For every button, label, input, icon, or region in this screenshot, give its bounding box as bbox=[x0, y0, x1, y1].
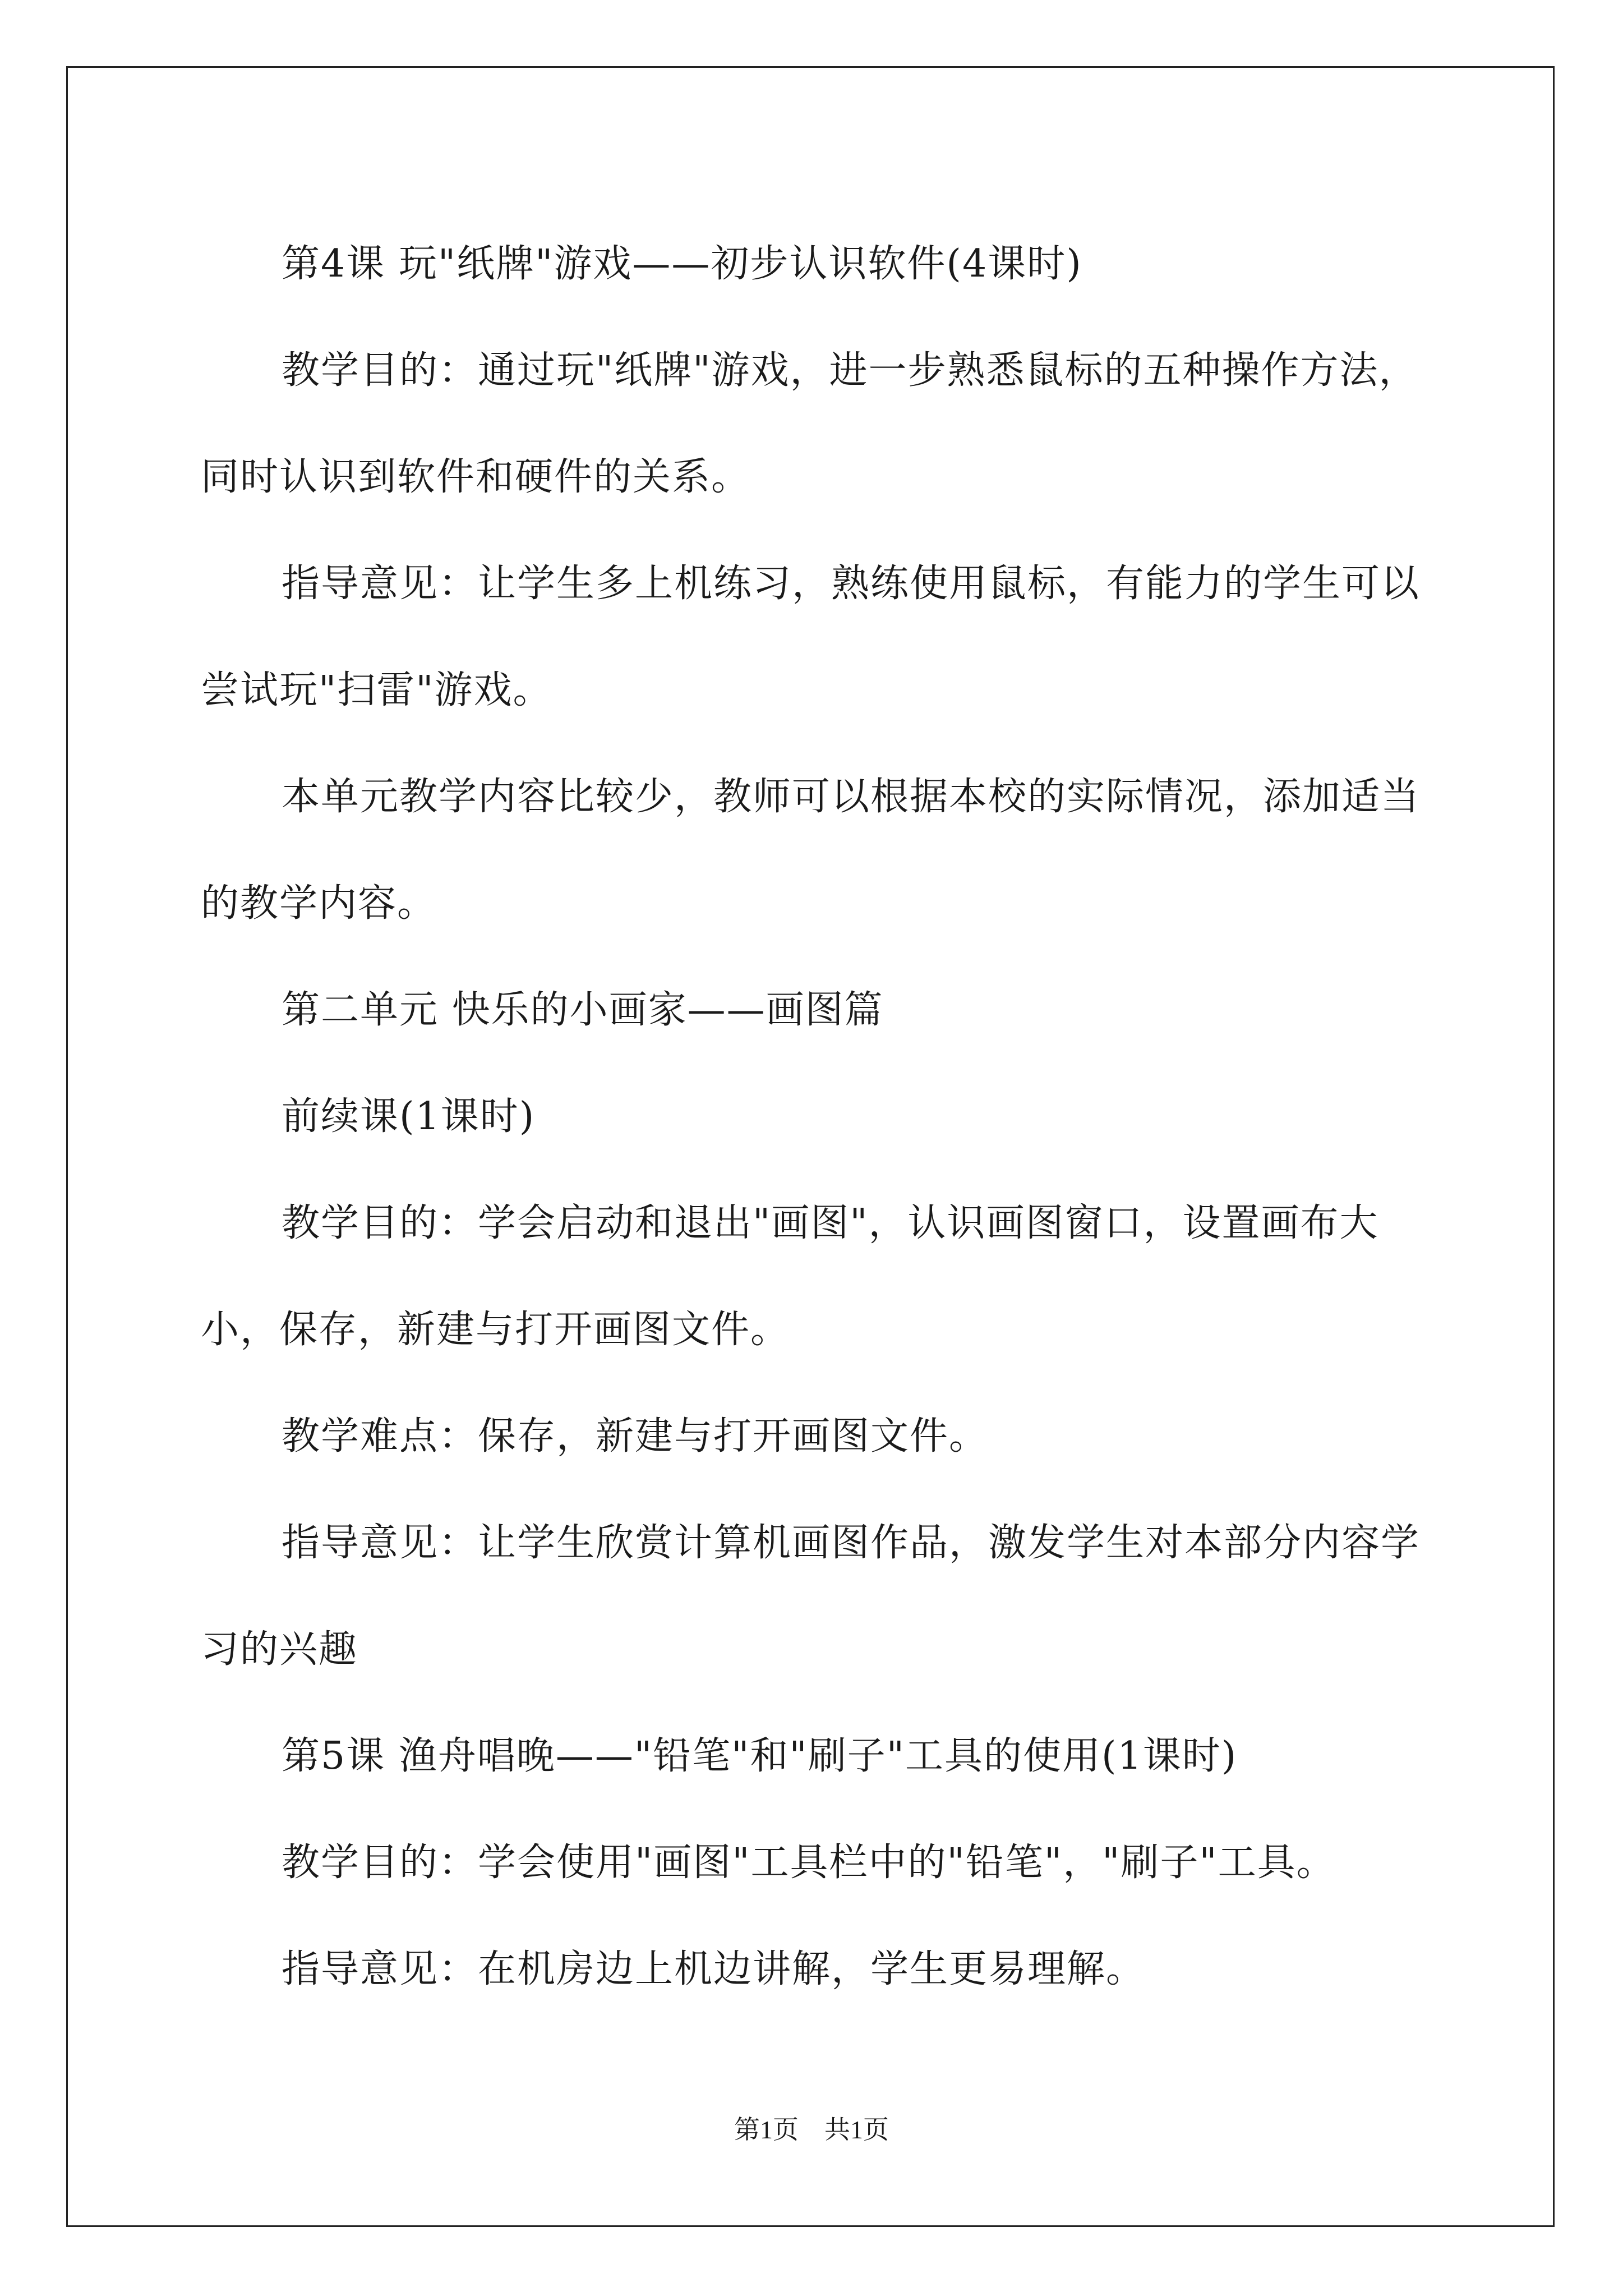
document-body bbox=[201, 211, 1435, 2023]
lesson5-objective: 教学目的：学会使用"画图"工具栏中的"铅笔"，"刷子"工具。 bbox=[282, 1841, 1336, 1885]
unit1-note: 本单元教学内容比较少，教师可以根据本校的实际情况，添加适当的教学内容。 bbox=[201, 775, 1421, 926]
page-number-footer: 第1页 共1页 bbox=[734, 2115, 889, 2144]
prelude-lesson-heading: 前续课(1课时) bbox=[282, 1094, 536, 1139]
prelude-difficulty: 教学难点：保存，新建与打开画图文件。 bbox=[282, 1414, 989, 1458]
lesson4-guidance: 指导意见：让学生多上机练习，熟练使用鼠标，有能力的学生可以尝试玩"扫雷"游戏。 bbox=[201, 562, 1421, 712]
lesson5-heading: 第5课 渔舟唱晚——"铅笔"和"刷子"工具的使用(1课时) bbox=[282, 1734, 1238, 1778]
prelude-objective: 教学目的：学会启动和退出"画图"，认识画图窗口，设置画布大小，保存，新建与打开画图文件。 bbox=[201, 1201, 1379, 1352]
prelude-guidance: 指导意见：让学生欣赏计算机画图作品，激发学生对本部分内容学习的兴趣 bbox=[201, 1521, 1421, 1672]
unit2-heading: 第二单元 快乐的小画家——画图篇 bbox=[282, 988, 884, 1032]
lesson4-heading: 第4课 玩"纸牌"游戏——初步认识软件(4课时) bbox=[282, 242, 1082, 286]
lesson5-guidance: 指导意见：在机房边上机边讲解，学生更易理解。 bbox=[282, 1947, 1146, 1991]
lesson4-objective: 教学目的：通过玩"纸牌"游戏，进一步熟悉鼠标的五种操作方法，同时认识到软件和硬件的关系。 bbox=[201, 348, 1418, 499]
